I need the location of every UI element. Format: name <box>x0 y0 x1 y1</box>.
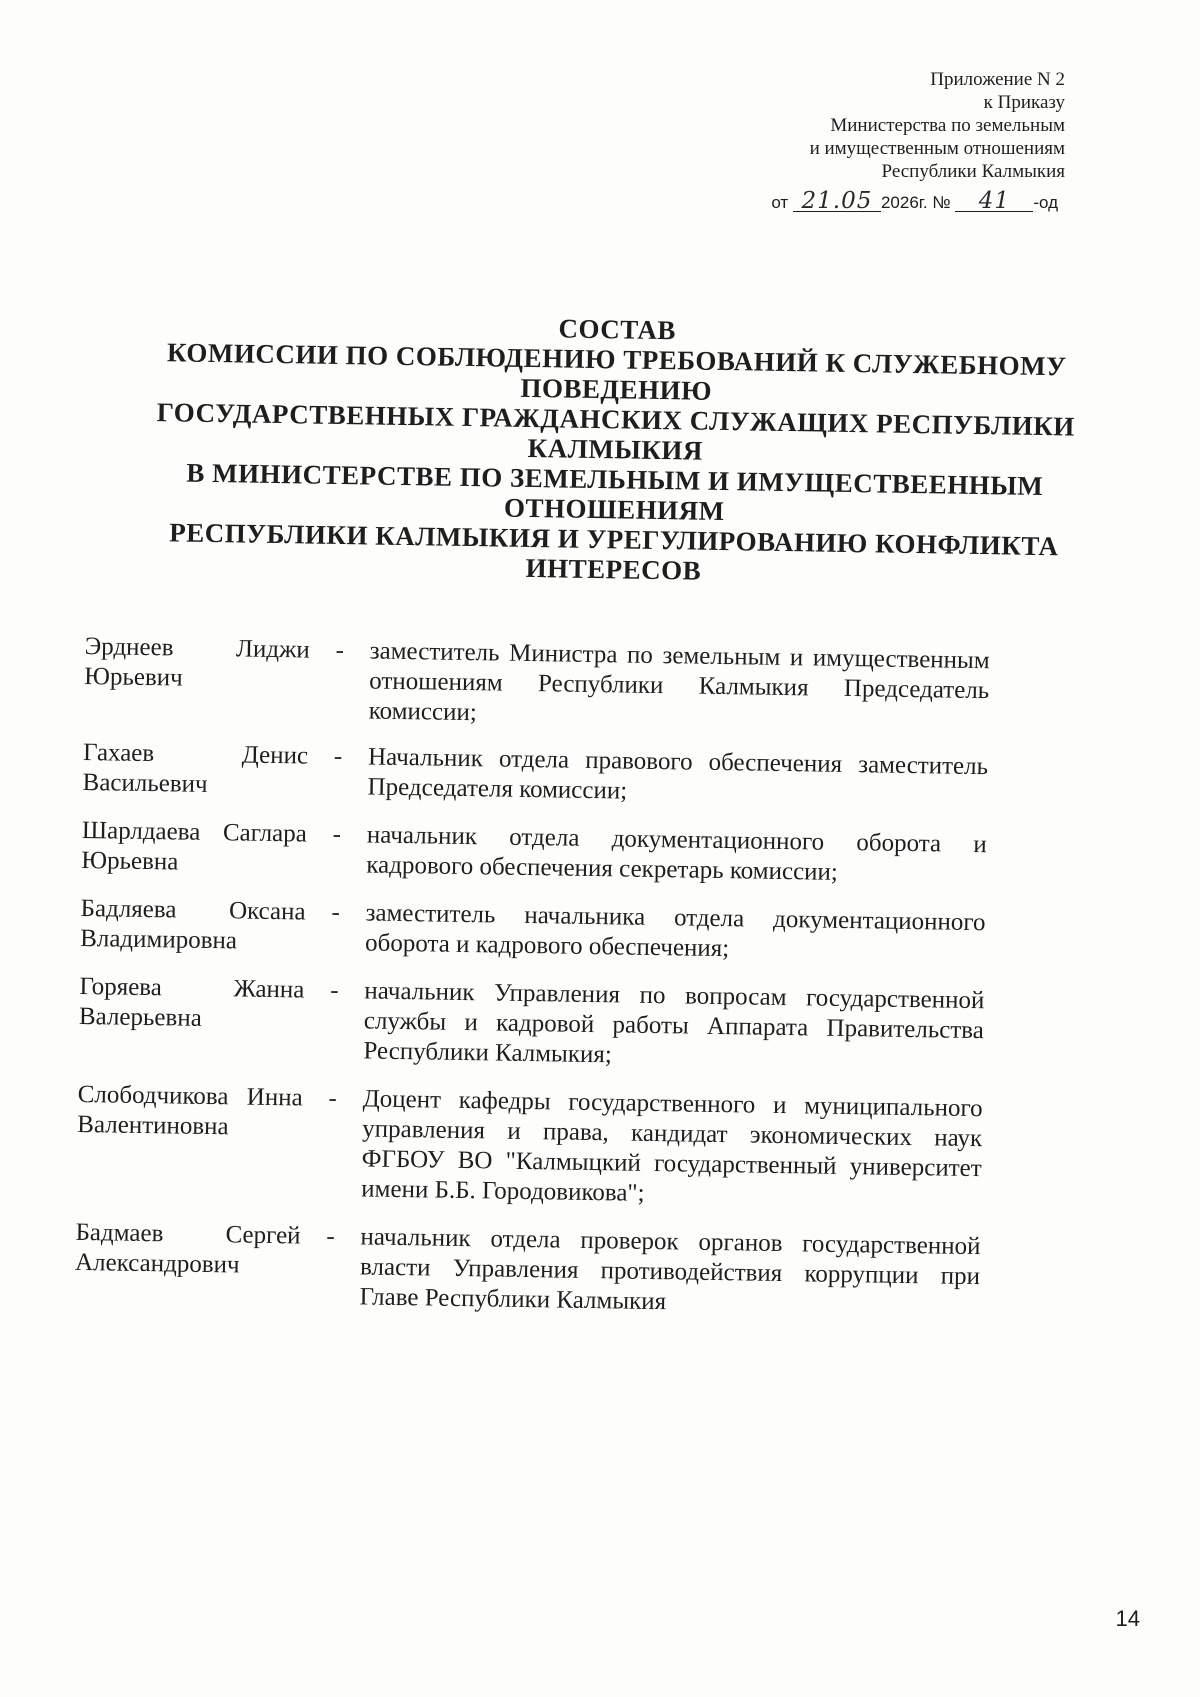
date-prefix: от <box>771 193 789 212</box>
member-dash: - <box>331 898 340 927</box>
document-title <box>146 307 1085 592</box>
title-line: ИНТЕРЕСОВ <box>525 552 702 586</box>
member-row <box>76 1080 1008 1215</box>
appendix-line: Приложение N 2 <box>930 69 1065 90</box>
member-role: начальник отдела документационного оборота и кадрового обеспечения секретарь комиссии; <box>366 821 987 886</box>
title-line: КАЛМЫКИЯ <box>527 432 704 466</box>
member-role: Начальник отдела правового обеспечения заместитель Председателя комиссии; <box>367 743 989 805</box>
member-row <box>80 894 1011 969</box>
appendix-line: Республики Калмыкия <box>881 161 1065 182</box>
handwritten-date: 21.05 <box>793 191 881 212</box>
commission-members-list <box>74 632 1015 1323</box>
title-line: ПОВЕДЕНИЮ <box>520 372 713 406</box>
appendix-line: к Приказу <box>983 92 1065 113</box>
member-role: Доцент кафедры государственного и муниципального управления и права, кандидат экономических наук ФГБОУ ВО "Калмыцкий государственный университет имени Б.Б. Городовикова"; <box>361 1085 983 1207</box>
member-role: начальник отдела проверок органов государственной власти Управления противодействия коррупции при Главе Республики Калмыкия <box>359 1223 981 1316</box>
member-name: Бадмаев Сергей Александрович <box>74 1218 301 1279</box>
member-name: Горяева Жанна Валерьевна <box>78 972 305 1032</box>
member-role: начальник Управления по вопросам государственной службы и кадровой работы Аппарата Правительства Республики Калмыкия; <box>363 977 985 1069</box>
page-number: 14 <box>1115 1606 1140 1631</box>
member-row <box>82 738 1013 813</box>
member-row <box>81 816 1012 891</box>
member-dash: - <box>326 1222 335 1250</box>
member-name: Шарлдаева Саглара Юрьевна <box>81 816 308 876</box>
appendix-block <box>645 68 1065 183</box>
title-line: В МИНИСТЕРСТВЕ ПО ЗЕМЕЛЬНЫМ И ИМУЩЕСТВЕЕННЫМ <box>186 457 1044 502</box>
appendix-line: и имущественным отношениям <box>809 138 1065 159</box>
year-text: 2026г. № <box>880 193 951 212</box>
title-line: РЕСПУБЛИКИ КАЛМЫКИЯ И УРЕГУЛИРОВАНИЮ КОНФЛИКТА <box>169 517 1059 562</box>
number-suffix: -од <box>1033 193 1058 212</box>
member-row <box>78 972 1009 1077</box>
member-name: Гахаев Денис Васильевич <box>82 738 309 798</box>
member-role: заместитель Министра по земельным и имущественным отношениям Республики Калмыкия Председатель комиссии; <box>368 637 990 727</box>
appendix-line: Министерства по земельным <box>830 115 1065 136</box>
title-line: СОСТАВ <box>558 313 677 346</box>
member-dash: - <box>332 820 342 849</box>
member-name: Эрднеев Лиджи Юрьевич <box>84 632 310 692</box>
order-date-line <box>771 188 1058 214</box>
title-line: ОТНОШЕНИЯМ <box>503 492 725 527</box>
member-dash: - <box>330 976 339 1005</box>
member-dash: - <box>335 636 345 665</box>
member-role: заместитель начальника отдела документационного оборота и кадрового обеспечения; <box>364 899 986 963</box>
member-row <box>74 1218 1005 1323</box>
member-dash: - <box>328 1084 338 1113</box>
member-dash: - <box>333 742 343 771</box>
handwritten-order-number: 41 <box>955 191 1033 212</box>
member-row <box>84 632 1015 737</box>
title-line: ГОСУДАРСТВЕННЫХ ГРАЖДАНСКИХ СЛУЖАЩИХ РЕСПУБЛИКИ <box>156 397 1076 442</box>
title-line: КОМИССИИ ПО СОБЛЮДЕНИЮ ТРЕБОВАНИЙ К СЛУЖЕБНОМУ <box>166 337 1067 382</box>
member-name: Слободчикова Инна Валентиновна <box>77 1080 303 1141</box>
member-name: Бадляева Оксана Владимировна <box>79 894 306 955</box>
